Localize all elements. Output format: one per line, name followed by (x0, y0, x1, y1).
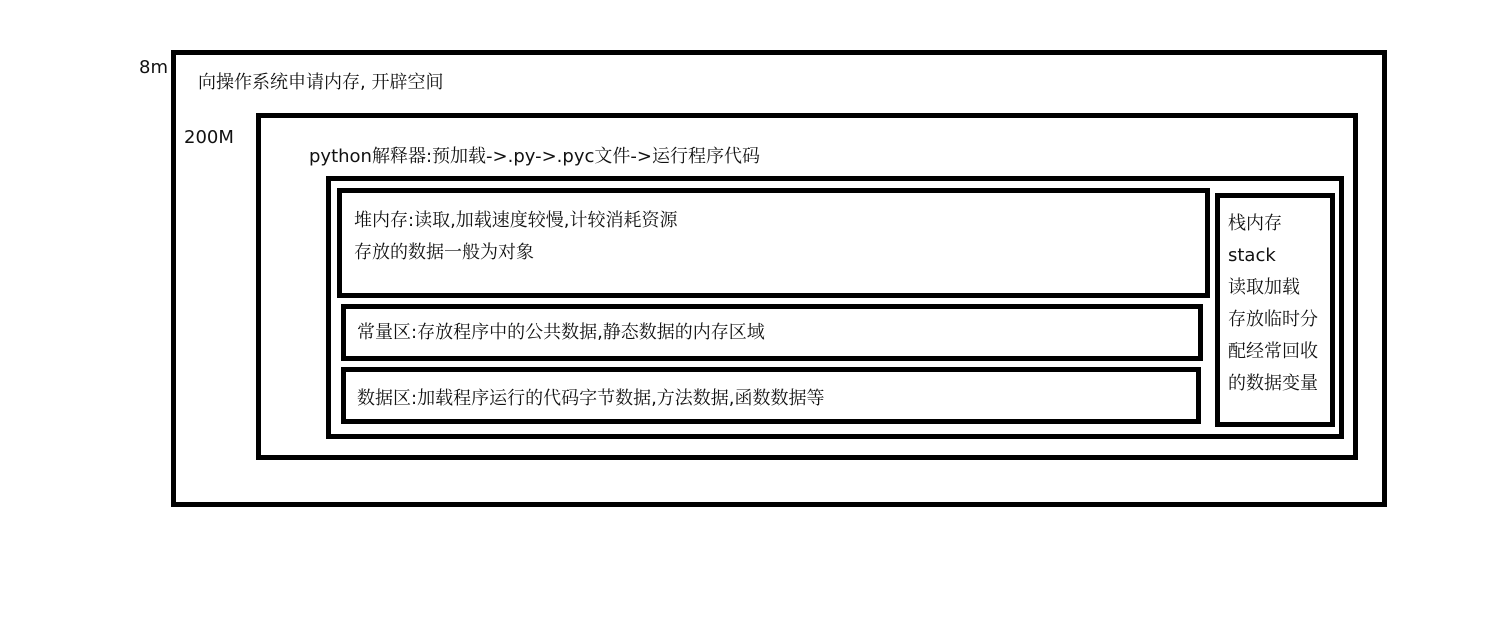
heap-line-2: 存放的数据一般为对象 (354, 242, 534, 263)
stack-line-1: 栈内存 (1228, 213, 1282, 234)
data-area-text: 数据区:加载程序运行的代码字节数据,方法数据,函数数据等 (357, 388, 825, 409)
stack-line-6: 的数据变量 (1228, 373, 1318, 394)
constant-area-text: 常量区:存放程序中的公共数据,静态数据的内存区域 (357, 322, 765, 343)
os-memory-title: 向操作系统申请内存, 开辟空间 (198, 72, 444, 93)
interpreter-size-label: 200M (184, 127, 234, 148)
stack-line-5: 配经常回收 (1228, 341, 1318, 362)
stack-line-2: stack (1228, 245, 1276, 266)
stack-memory-text (1228, 208, 1318, 400)
heap-line-1: 堆内存:读取,加载速度较慢,计较消耗资源 (354, 210, 678, 231)
os-memory-size-label: 8m (139, 57, 168, 78)
heap-memory-text (354, 205, 678, 269)
interpreter-title: python解释器:预加载->.py->.pyc文件->运行程序代码 (309, 146, 760, 167)
stack-line-4: 存放临时分 (1228, 309, 1318, 330)
stack-line-3: 读取加载 (1228, 277, 1300, 298)
